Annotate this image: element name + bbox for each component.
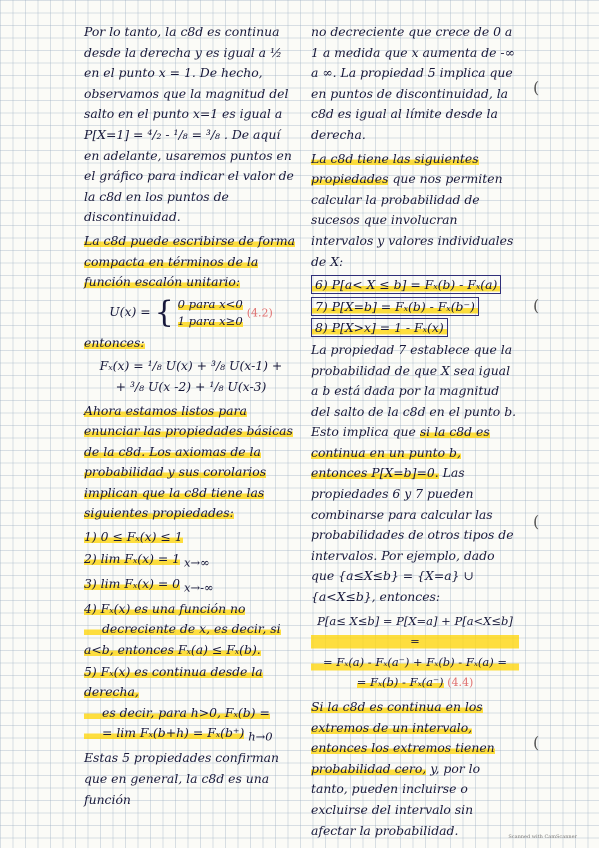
left-paragraph-2 [84, 231, 298, 293]
left-entonces: entonces: [84, 334, 145, 350]
property-5: 5) Fₓ(x) es continua desde la derecha, es decir, para h>0, Fₓ(b) = = lim Fₓ(b+h) = Fₓ(b⁺) $_{h\to 0}$ [84, 663, 273, 744]
cdf-expression-line-1: Fₓ(x) = ¹/₈ U(x) + ³/₈ U(x-1) + [99, 358, 283, 374]
left-paragraph-1: Por lo tanto, la c8d es continua desde la derecha y es igual a ½ en el punto x = 1. De hecho, observamos que la magnitud del salto en el punto x=1 es igual a P[X=1] = ⁴/₂ - ¹/₈ = ³/₈ . De aquí en adelante, usaremos puntos en el gráfico para indicar el valor de la c8d en los puntos de discontinuidad. [84, 24, 294, 225]
calc-line-2: = Fₓ(a) - Fₓ(a⁻) + Fₓ(b) - Fₓ(a) = [311, 652, 519, 673]
property-6: 6) P[a< X ≤ b] = Fₓ(b) - Fₓ(a) [311, 275, 519, 296]
property-3-limit-sub: x→-∞ [184, 580, 214, 595]
cdf-expression [84, 356, 298, 397]
binder-ring-icon: ( [533, 512, 540, 531]
left-paragraph-3 [84, 401, 298, 525]
highlight-unit-step-intro: La c8d puede escribirse de forma compacta en términos de la función escalón unitario: [84, 232, 295, 290]
unit-step-case-1: 0 para x<0 [177, 296, 243, 311]
property-4: 4) Fₓ(x) es una función no decreciente de x, es decir, si a<b, entonces Fₓ(a) ≤ Fₓ(b). [84, 600, 281, 657]
highlight-interval-properties: La c8d tiene las siguientes propiedades [311, 150, 479, 187]
right-paragraph-3: La propiedad 7 establece que la probabilidad de que X sea igual a b está dada por la magnitud del salto de la c8d en el punto b. Esto implica que si la c8d es continua en un punto b, entonces P[X=b]=0. Las propiedades 6 y 7 pueden combinarse para calcular las probabilidades de otros tipos de intervalos. Por ejemplo, dado que {a≤X≤b} = {X=a} ∪ {a<X≤b}, entonces: [311, 341, 517, 605]
highlight-endpoints: Si la c8d es continua en los extremos de un intervalo, entonces los extremos tienen probabilidad cero, [311, 699, 495, 776]
left-column [84, 22, 298, 813]
right-column [311, 22, 519, 844]
right-paragraph-2: La c8d tiene las siguientes propiedades que nos permiten calcular la probabilidad de sucesos que involucran intervalos y valores individuales de X: [311, 150, 514, 269]
binder-ring-icon: ( [533, 733, 540, 752]
unit-step-definition [84, 296, 298, 330]
binder-ring-icon: ( [533, 296, 540, 315]
binder-ring-icon: ( [533, 78, 540, 97]
property-2-limit-sub: x→∞ [184, 555, 210, 570]
equation-label-4-4: (4.4) [447, 676, 474, 690]
property-3: 3) lim Fₓ(x) = 0 $_{x\to-\infty}$ [84, 575, 214, 595]
cdf-expression-line-2: + ³/₈ U(x -2) + ¹/₈ U(x-3) [115, 378, 267, 394]
property-7: 7) P[X=b] = Fₓ(b) - Fₓ(b⁻) [311, 297, 519, 318]
unit-step-case-2: 1 para x≥0 [177, 313, 243, 328]
calc-line-1: P[a≤ X≤b] = P[X=a] + P[a<X≤b] = [311, 611, 519, 652]
brace-icon: { [154, 294, 174, 330]
left-paragraph-4: Estas 5 propiedades confirman que en general, la c8d es una función [84, 750, 279, 807]
unit-step-lhs: U(x) = [109, 304, 151, 320]
right-paragraph-1: no decreciente que crece de 0 a 1 a medida que x aumenta de -∞ a ∞. La propiedad 5 implica que en puntos de discontinuidad, la c8d es igual al límite desde la derecha. [311, 24, 515, 142]
highlight-properties-intro: Ahora estamos listos para enunciar las propiedades básicas de la c8d. Los axiomas de la probabilidad y sus corolarios implican que la c8d tiene las siguientes propiedades: [84, 402, 293, 521]
highlight-continuous-point: si la c8d es continua en un punto b, entonces P[X=b]=0. [311, 424, 490, 481]
interval-calculation [311, 611, 519, 694]
equation-label-4-2: (4.2) [246, 306, 273, 320]
right-paragraph-4: Si la c8d es continua en los extremos de un intervalo, entonces los extremos tienen probabilidad cero, y, por lo tanto, pueden incluirse o excluirse del intervalo sin afectar la probabilidad. [311, 699, 495, 838]
calc-line-3: = Fₓ(b) - Fₓ(a⁻) [356, 675, 444, 690]
property-1: 1) 0 ≤ Fₓ(x) ≤ 1 [84, 529, 183, 545]
scanner-watermark: Scanned with CamScanner [508, 834, 577, 840]
property-2: 2) lim Fₓ(x) = 1 $_{x\to\infty}$ [84, 550, 210, 570]
property-5-limit-sub: h→0 [248, 729, 273, 744]
property-8: 8) P[X>x] = 1 - Fₓ(x) [311, 318, 519, 339]
unit-step-cases [178, 296, 243, 330]
